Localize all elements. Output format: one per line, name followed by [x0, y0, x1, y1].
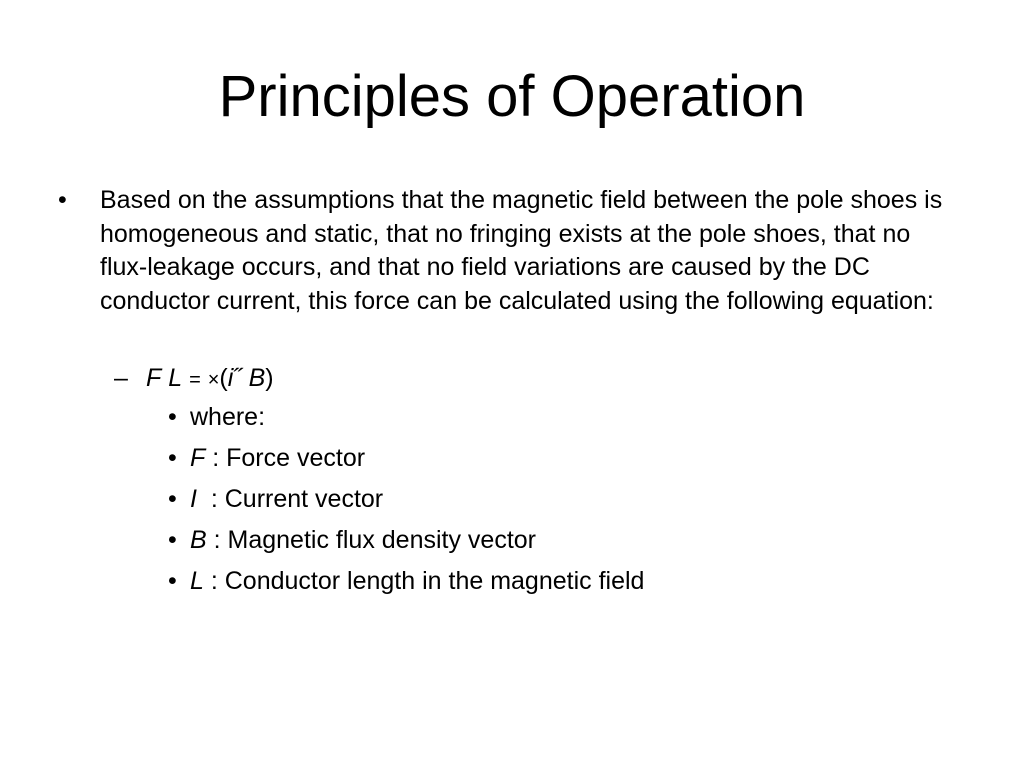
- bullet-marker: •: [168, 444, 177, 472]
- bullet-marker: •: [168, 485, 177, 513]
- definition-symbol: L: [190, 567, 204, 595]
- where-label: where:: [190, 403, 266, 431]
- definition-text: : Magnetic flux density vector: [206, 526, 536, 554]
- definition-item-flux-density: [168, 524, 536, 557]
- where-item: [168, 401, 265, 434]
- equation-flux-symbol: B: [248, 364, 266, 392]
- equation-open-paren: (: [219, 364, 228, 392]
- definition-symbol: B: [190, 526, 207, 554]
- equation-close-paren: ): [265, 364, 274, 392]
- equation-length-symbol: L: [168, 364, 183, 392]
- definition-item-force: [168, 442, 365, 475]
- definition-symbol: I: [190, 485, 197, 513]
- equation-force-symbol: F: [146, 364, 162, 392]
- definition-text: : Conductor length in the magnetic field: [203, 567, 645, 595]
- equation-times: ×: [207, 369, 220, 391]
- definition-item-length: [168, 565, 644, 598]
- definition-text: : Force vector: [205, 444, 366, 472]
- bullet-marker: •: [168, 526, 177, 554]
- bullet-marker: •: [168, 567, 177, 595]
- slide-title: Principles of Operation: [218, 64, 806, 129]
- bullet-marker: •: [168, 403, 177, 431]
- equation-line: [114, 362, 274, 397]
- definition-text: : Current vector: [196, 485, 384, 513]
- bullet-marker: •: [58, 186, 67, 214]
- main-bullet: [58, 184, 958, 318]
- dash-marker: –: [114, 364, 128, 392]
- equation-equals: =: [189, 369, 201, 391]
- main-bullet-text: Based on the assumptions that the magnetic field between the pole shoes is homogeneous and static, that no fringing exists at the pole shoes, that no flux-leakage occurs, and that no field variations are caused by the DC conductor current, this force can be calculated using the following equation:: [100, 186, 943, 315]
- equation-current-symbol: i˝: [227, 364, 242, 392]
- definition-symbol: F: [190, 444, 206, 472]
- definition-item-current: [168, 483, 383, 516]
